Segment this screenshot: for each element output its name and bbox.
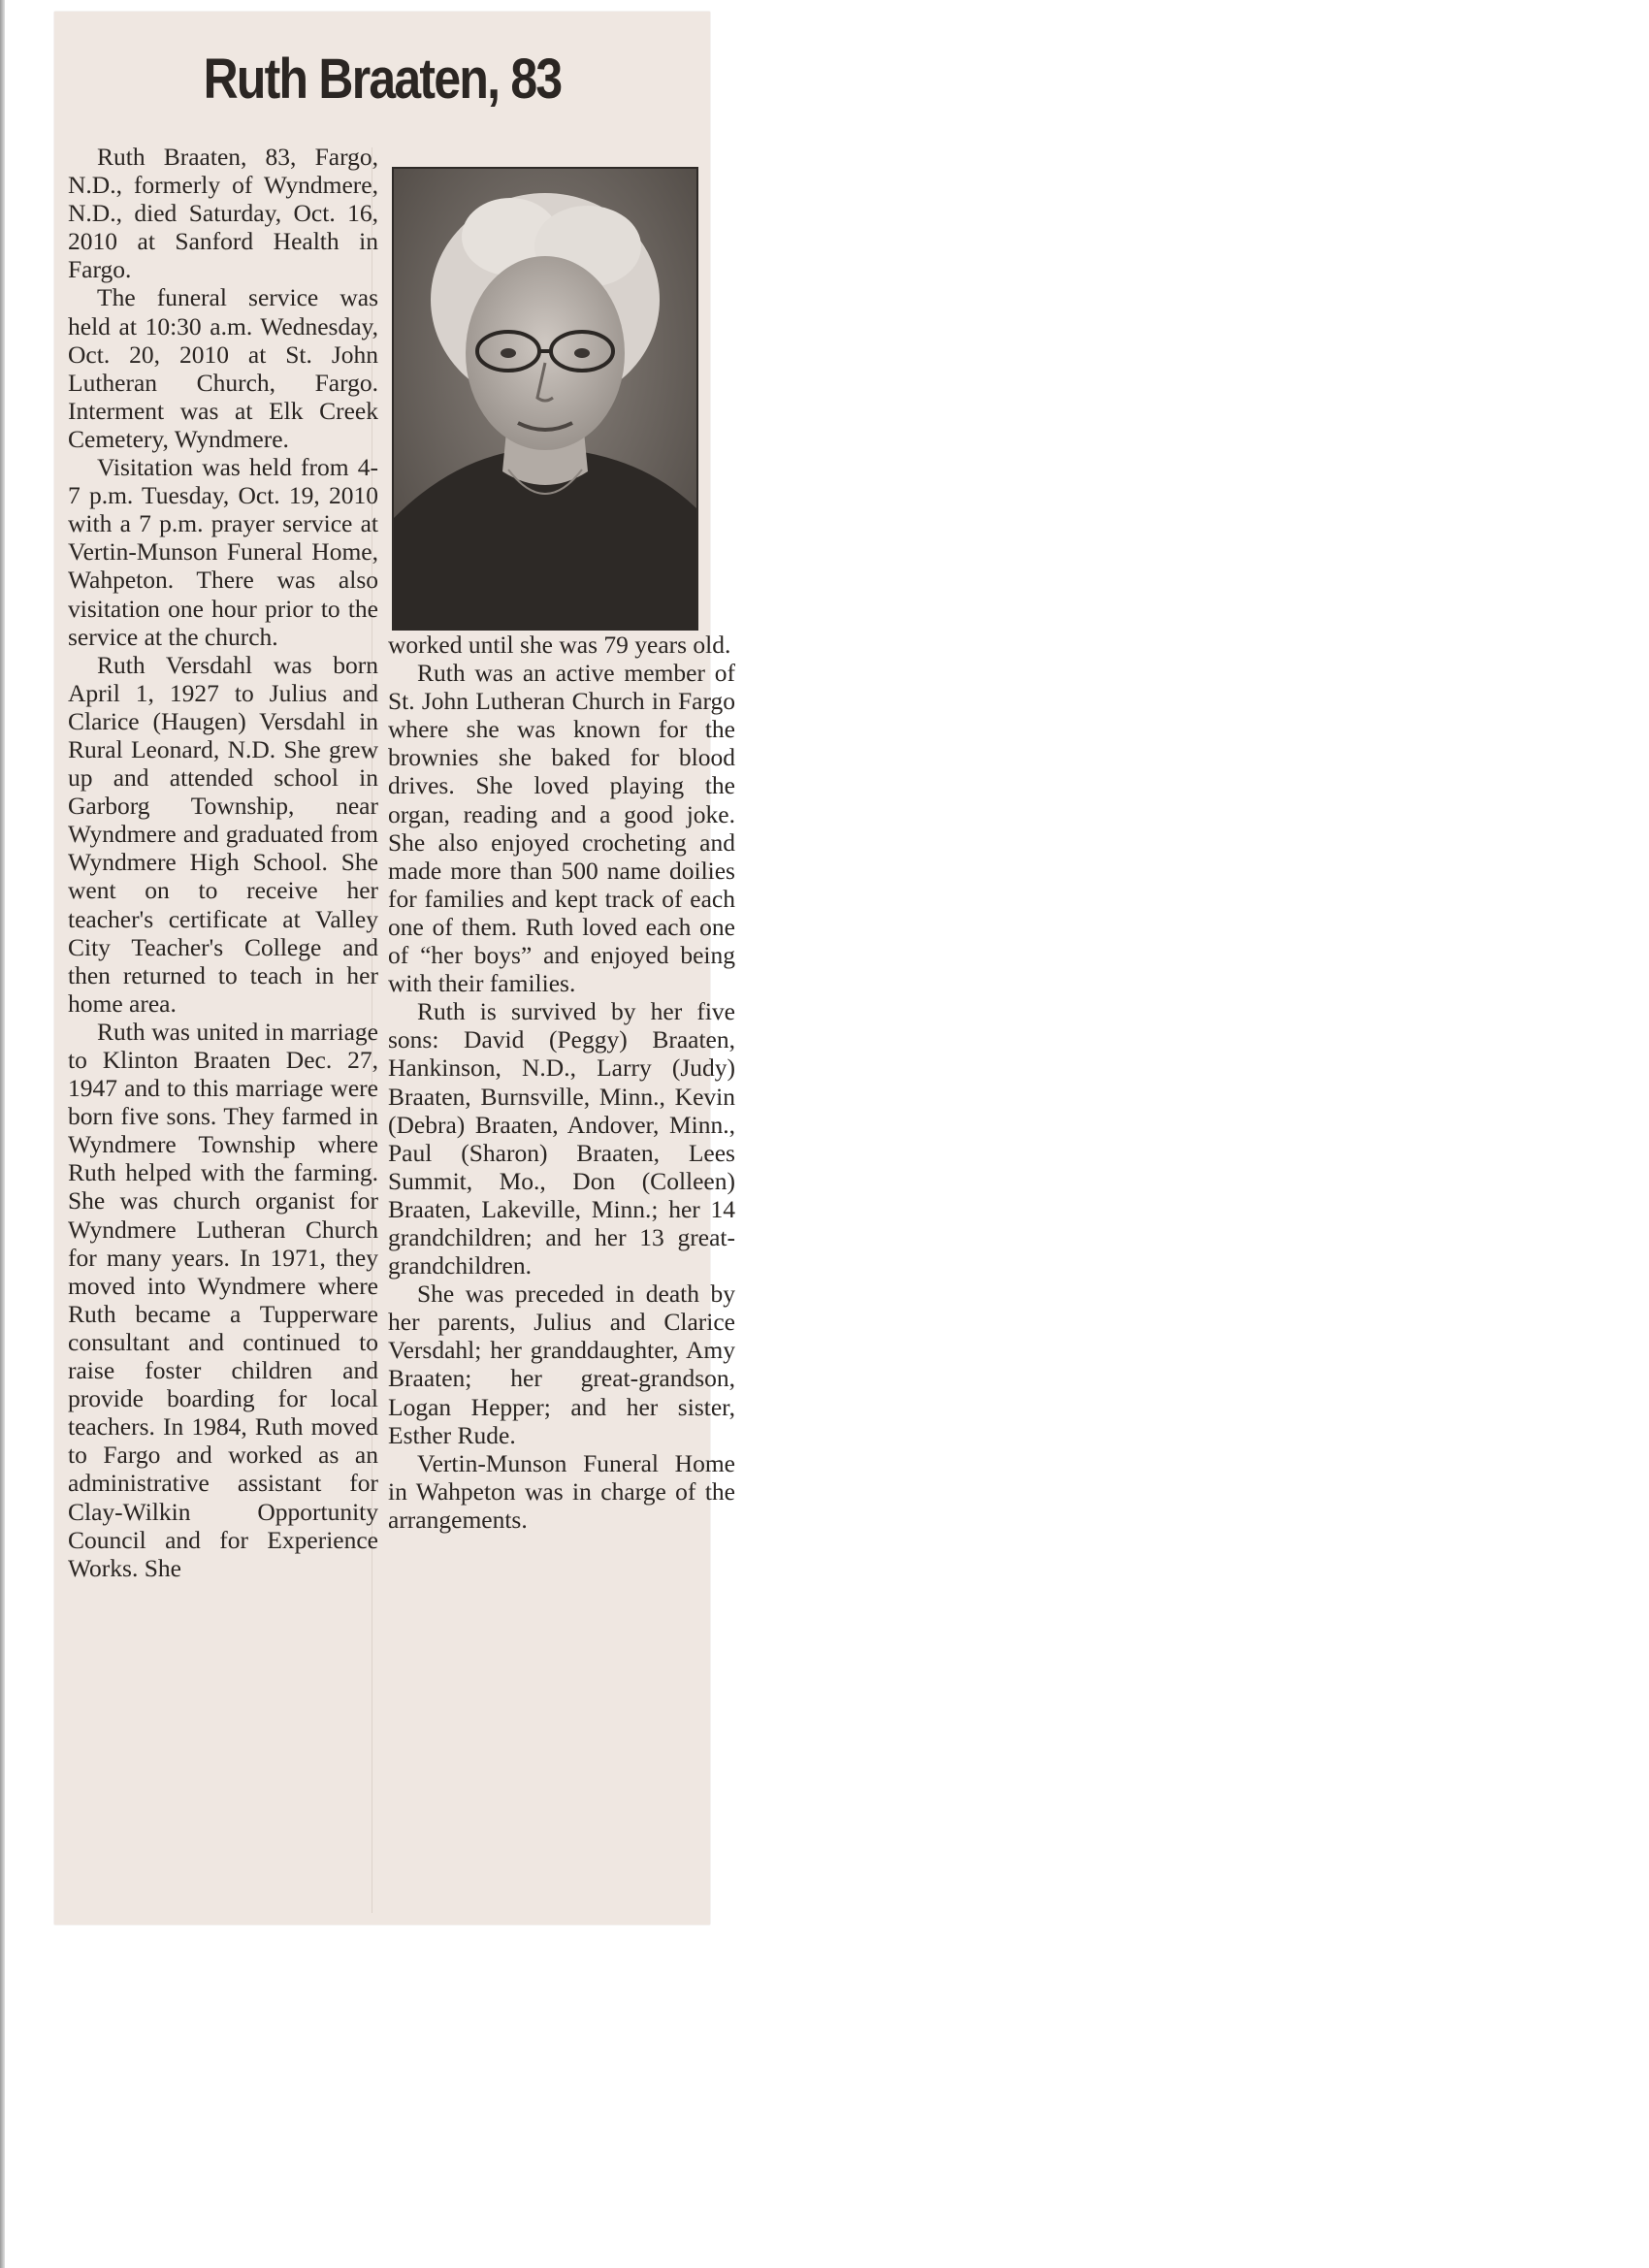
portrait-icon — [394, 169, 696, 629]
paragraph-death-notice: Ruth Braaten, 83, Fargo, N.D., formerly of Wyndmere, N.D., died Saturday, Oct. 16, 2010 at Sanford Health in Fargo. — [68, 143, 378, 284]
portrait-photo — [392, 167, 698, 631]
paragraph-early-life: Ruth Versdahl was born April 1, 1927 to Julius and Clarice (Haugen) Versdahl in Rural Leonard, N.D. She grew up and attended school in Garborg Township, near Wyndmere and graduated from Wyndmere High School. She went on to receive her teacher's certificate at Valley City Teacher's College and then returned to teach in her home area. — [68, 650, 378, 1018]
paragraph-funeral-service: The funeral service was held at 10:30 a.m. Wednesday, Oct. 20, 2010 at St. John Lutheran Church, Fargo. Interment was at Elk Creek Cemetery, Wyndmere. — [68, 283, 378, 453]
obituary-headline: Ruth Braaten, 83 — [203, 48, 562, 111]
paragraph-marriage-career: Ruth was united in marriage to Klinton Braaten Dec. 27, 1947 and to this marriage were born five sons. They farmed in Wyndmere Township where Ruth helped with the farming. She was church organist for Wyndmere Lutheran Church for many years. In 1971, they moved into Wyndmere where Ruth became a Tupperware consultant and continued to raise foster children and provide boarding for local teachers. In 1984, Ruth moved to Fargo and worked as an administrative assistant for Clay-Wilkin Opportunity Council and for Experience Works. She — [68, 1017, 378, 1582]
obituary-left-column — [68, 143, 378, 1582]
paragraph-arrangements: Vertin-Munson Funeral Home in Wahpeton was in charge of the arrangements. — [388, 1448, 735, 1534]
paragraph-preceded-in-death: She was preceded in death by her parents, Julius and Clarice Versdahl; her granddaughter, Amy Braaten; her great-grandson, Logan Hepper; and her sister, Esther Rude. — [388, 1280, 735, 1449]
newspaper-clipping — [54, 12, 735, 1925]
paragraph-career-continued: worked until she was 79 years old. — [388, 631, 731, 659]
paragraph-church-hobbies: Ruth was an active member of St. John Lutheran Church in Fargo where she was known for the brownies she baked for blood drives. She loved playing the organ, reading and a good joke. She also enjoyed crocheting and made more than 500 name doilies for families and kept track of each one of them. Ruth loved each one of “her boys” and enjoyed being with their families. — [388, 659, 735, 998]
paragraph-visitation: Visitation was held from 4-7 p.m. Tuesday, Oct. 19, 2010 with a 7 p.m. prayer service at Vertin-Munson Funeral Home, Wahpeton. There was also visitation one hour prior to the service at the church. — [68, 453, 378, 651]
paragraph-survivors: Ruth is survived by her five sons: David (Peggy) Braaten, Hankinson, N.D., Larry (Judy) Braaten, Burnsville, Minn., Kevin (Debra) Braaten, Andover, Minn., Paul (Sharon) Braaten, Lees Summit, Mo., Don (Colleen) Braaten, Lakeville, Minn.; her 14 grandchildren; and her 13 great-grandchildren. — [388, 997, 735, 1280]
obituary-right-column — [388, 631, 747, 1534]
scanner-edge-shadow — [0, 0, 5, 2268]
